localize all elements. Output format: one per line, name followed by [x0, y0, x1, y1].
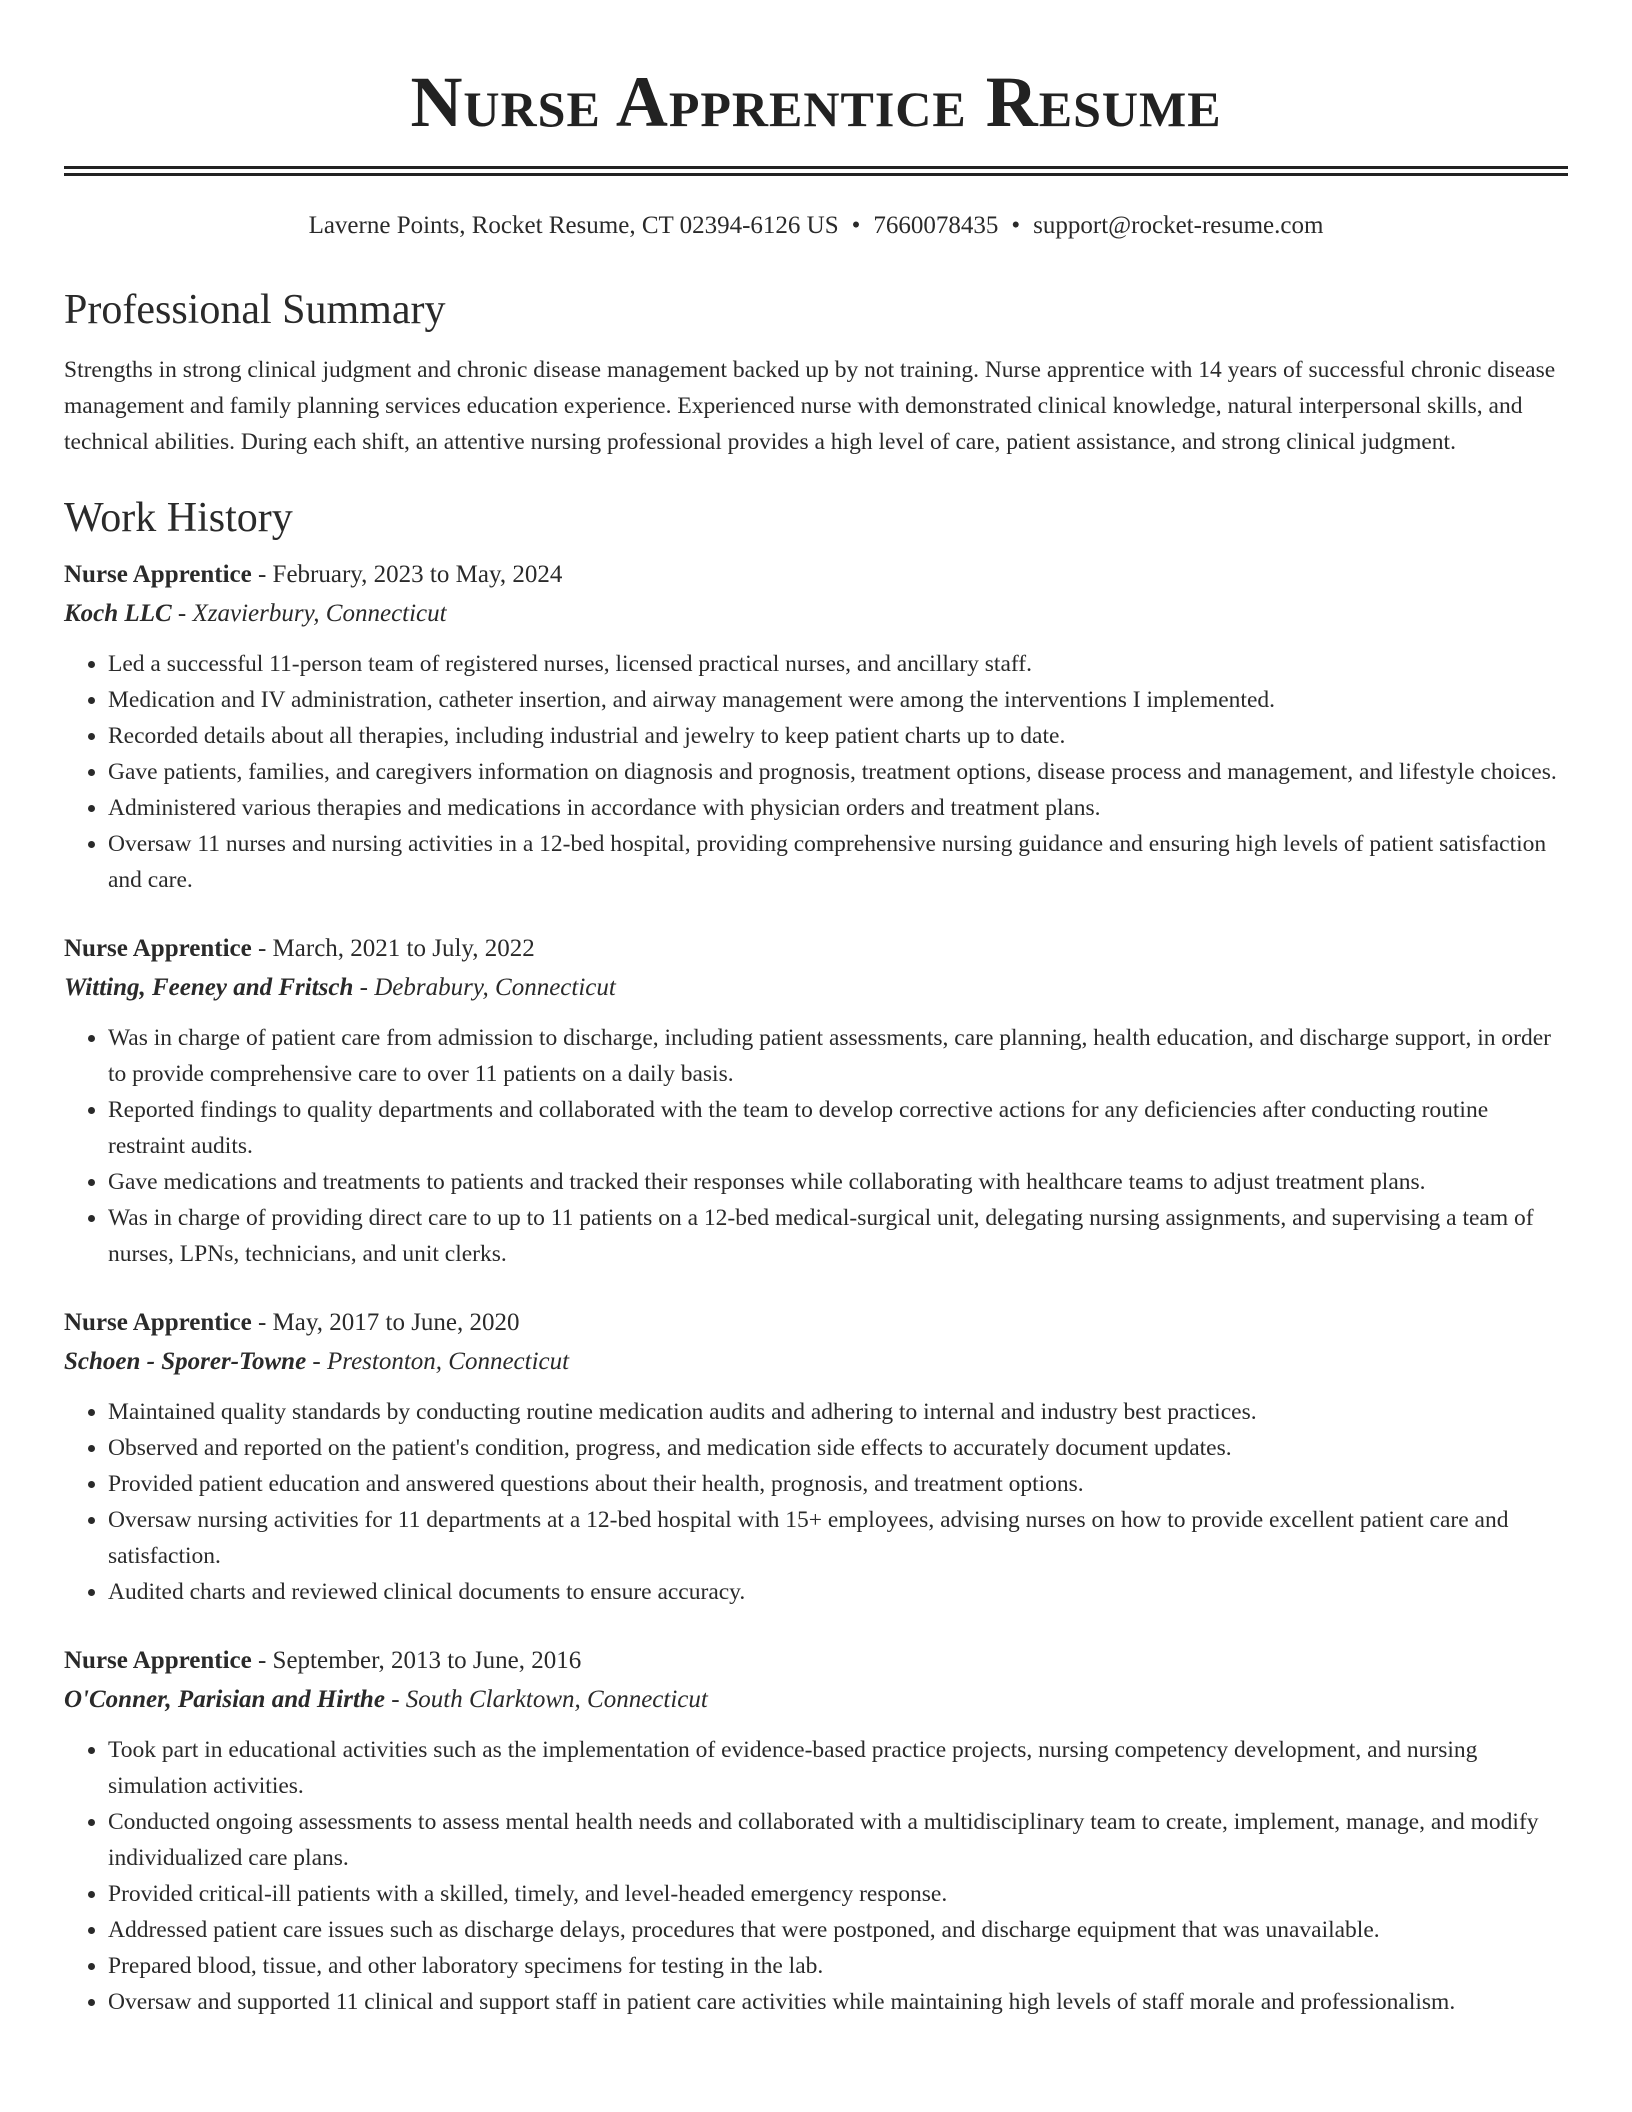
work-history-heading: Work History [64, 495, 293, 541]
title-divider [64, 166, 1568, 176]
company-location: - South Clarktown, Connecticut [384, 1686, 708, 1713]
contact-line [64, 210, 1568, 242]
bullet-item: • Provided patient education and answered questions about their health, prognosis, and treatment options. [108, 1466, 1568, 1502]
company-location: - Prestonton, Connecticut [306, 1348, 570, 1375]
job-title: Nurse Apprentice [64, 561, 252, 588]
job-title: Nurse Apprentice [64, 935, 252, 962]
job-entry [64, 930, 1568, 1272]
job-title-line [64, 1642, 1568, 1680]
bullet-item: • Oversaw nursing activities for 11 departments at a 12-bed hospital with 15+ employees, advising nurses on how to provide excellent patient care and satisfaction. [108, 1502, 1568, 1574]
summary-text: Strengths in strong clinical judgment and chronic disease management backed up by not training. Nurse apprentice with 14 years of successful chronic disease management and family planning services education experience. Experienced nurse with demonstrated clinical knowledge, natural interpersonal skills, and technical abilities. During each shift, an attentive nursing professional provides a high level of care, patient assistance, and strong clinical judgment. [64, 357, 1556, 455]
bullet-item: • Medication and IV administration, catheter insertion, and airway management were among the interventions I implemented. [108, 682, 1568, 718]
job-title: Nurse Apprentice [64, 1309, 252, 1336]
bullet-item: • Was in charge of providing direct care to up to 11 patients on a 12-bed medical-surgical unit, delegating nursing assignments, and supervising a team of nurses, LPNs, technicians, and unit clerks. [108, 1200, 1568, 1272]
job-dates: - February, 2023 to May, 2024 [251, 561, 563, 588]
job-title-line [64, 556, 1568, 594]
job-entry [64, 1642, 1568, 2020]
company-name: Koch LLC [64, 600, 172, 627]
bullet-item: • Prepared blood, tissue, and other laboratory specimens for testing in the lab. [108, 1948, 1568, 1984]
bullet-item: • Oversaw and supported 11 clinical and support staff in patient care activities while maintaining high levels of staff morale and professionalism. [108, 1984, 1568, 2020]
bullet-item: • Recorded details about all therapies, including industrial and jewelry to keep patient charts up to date. [108, 718, 1568, 754]
bullet-item: • Audited charts and reviewed clinical documents to ensure accuracy. [108, 1574, 1568, 1610]
document-title: Nurse Apprentice Resume [410, 62, 1222, 142]
company-name: O'Conner, Parisian and Hirthe [64, 1686, 385, 1713]
summary-heading: Professional Summary [64, 287, 446, 333]
job-bullets [64, 1394, 1568, 1610]
bullet-item: • Maintained quality standards by conducting routine medication audits and adhering to internal and industry best practices. [108, 1394, 1568, 1430]
job-bullets [64, 1732, 1568, 2020]
bullet-item: • Administered various therapies and medications in accordance with physician orders and treatment plans. [108, 790, 1568, 826]
job-entry [64, 556, 1568, 898]
company-location: - Xzavierbury, Connecticut [171, 600, 447, 627]
job-dates: - March, 2021 to July, 2022 [251, 935, 535, 962]
company-name: Witting, Feeney and Fritsch [64, 974, 354, 1001]
work-history-list [64, 556, 1568, 2020]
job-entry [64, 1304, 1568, 1610]
company-line [64, 1680, 1568, 1720]
bullet-item: • Took part in educational activities such as the implementation of evidence-based practice projects, nursing competency development, and nursing simulation activities. [108, 1732, 1568, 1804]
bullet-item: • Oversaw 11 nurses and nursing activities in a 12-bed hospital, providing comprehensive nursing guidance and ensuring high levels of patient satisfaction and care. [108, 826, 1568, 898]
contact-phone: 7660078435 [873, 212, 999, 239]
job-bullets [64, 1020, 1568, 1272]
bullet-item: • Provided critical-ill patients with a skilled, timely, and level-headed emergency response. [108, 1876, 1568, 1912]
job-dates: - September, 2013 to June, 2016 [251, 1647, 582, 1674]
company-location: - Debrabury, Connecticut [353, 974, 616, 1001]
job-bullets [64, 646, 1568, 898]
contact-address: Laverne Points, Rocket Resume, CT 02394-6126 US [308, 212, 839, 239]
bullet-item: • Conducted ongoing assessments to assess mental health needs and collaborated with a multidisciplinary team to create, implement, manage, and modify individualized care plans. [108, 1804, 1568, 1876]
bullet-item: • Gave medications and treatments to patients and tracked their responses while collaborating with healthcare teams to adjust treatment plans. [108, 1164, 1568, 1200]
bullet-item: • Gave patients, families, and caregivers information on diagnosis and prognosis, treatment options, disease process and management, and lifestyle choices. [108, 754, 1568, 790]
company-line [64, 1342, 1568, 1382]
contact-email: support@rocket-resume.com [1033, 212, 1324, 239]
resume-page [64, 0, 1568, 2020]
bullet-item: • Addressed patient care issues such as discharge delays, procedures that were postponed, and discharge equipment that was unavailable. [108, 1912, 1568, 1948]
bullet-item: • Reported findings to quality departments and collaborated with the team to develop corrective actions for any deficiencies after conducting routine restraint audits. [108, 1092, 1568, 1164]
bullet-item: • Observed and reported on the patient's condition, progress, and medication side effects to accurately document updates. [108, 1430, 1568, 1466]
job-dates: - May, 2017 to June, 2020 [251, 1309, 520, 1336]
company-name: Schoen - Sporer-Towne [64, 1348, 307, 1375]
job-title: Nurse Apprentice [64, 1647, 252, 1674]
bullet-item: • Led a successful 11-person team of registered nurses, licensed practical nurses, and ancillary staff. [108, 646, 1568, 682]
contact-separator: • [851, 212, 861, 239]
company-line [64, 594, 1568, 634]
contact-separator: • [1011, 212, 1021, 239]
job-title-line [64, 1304, 1568, 1342]
bullet-item: • Was in charge of patient care from admission to discharge, including patient assessments, care planning, health education, and discharge support, in order to provide comprehensive care to over 11 patients on a daily basis. [108, 1020, 1568, 1092]
job-title-line [64, 930, 1568, 968]
company-line [64, 968, 1568, 1008]
